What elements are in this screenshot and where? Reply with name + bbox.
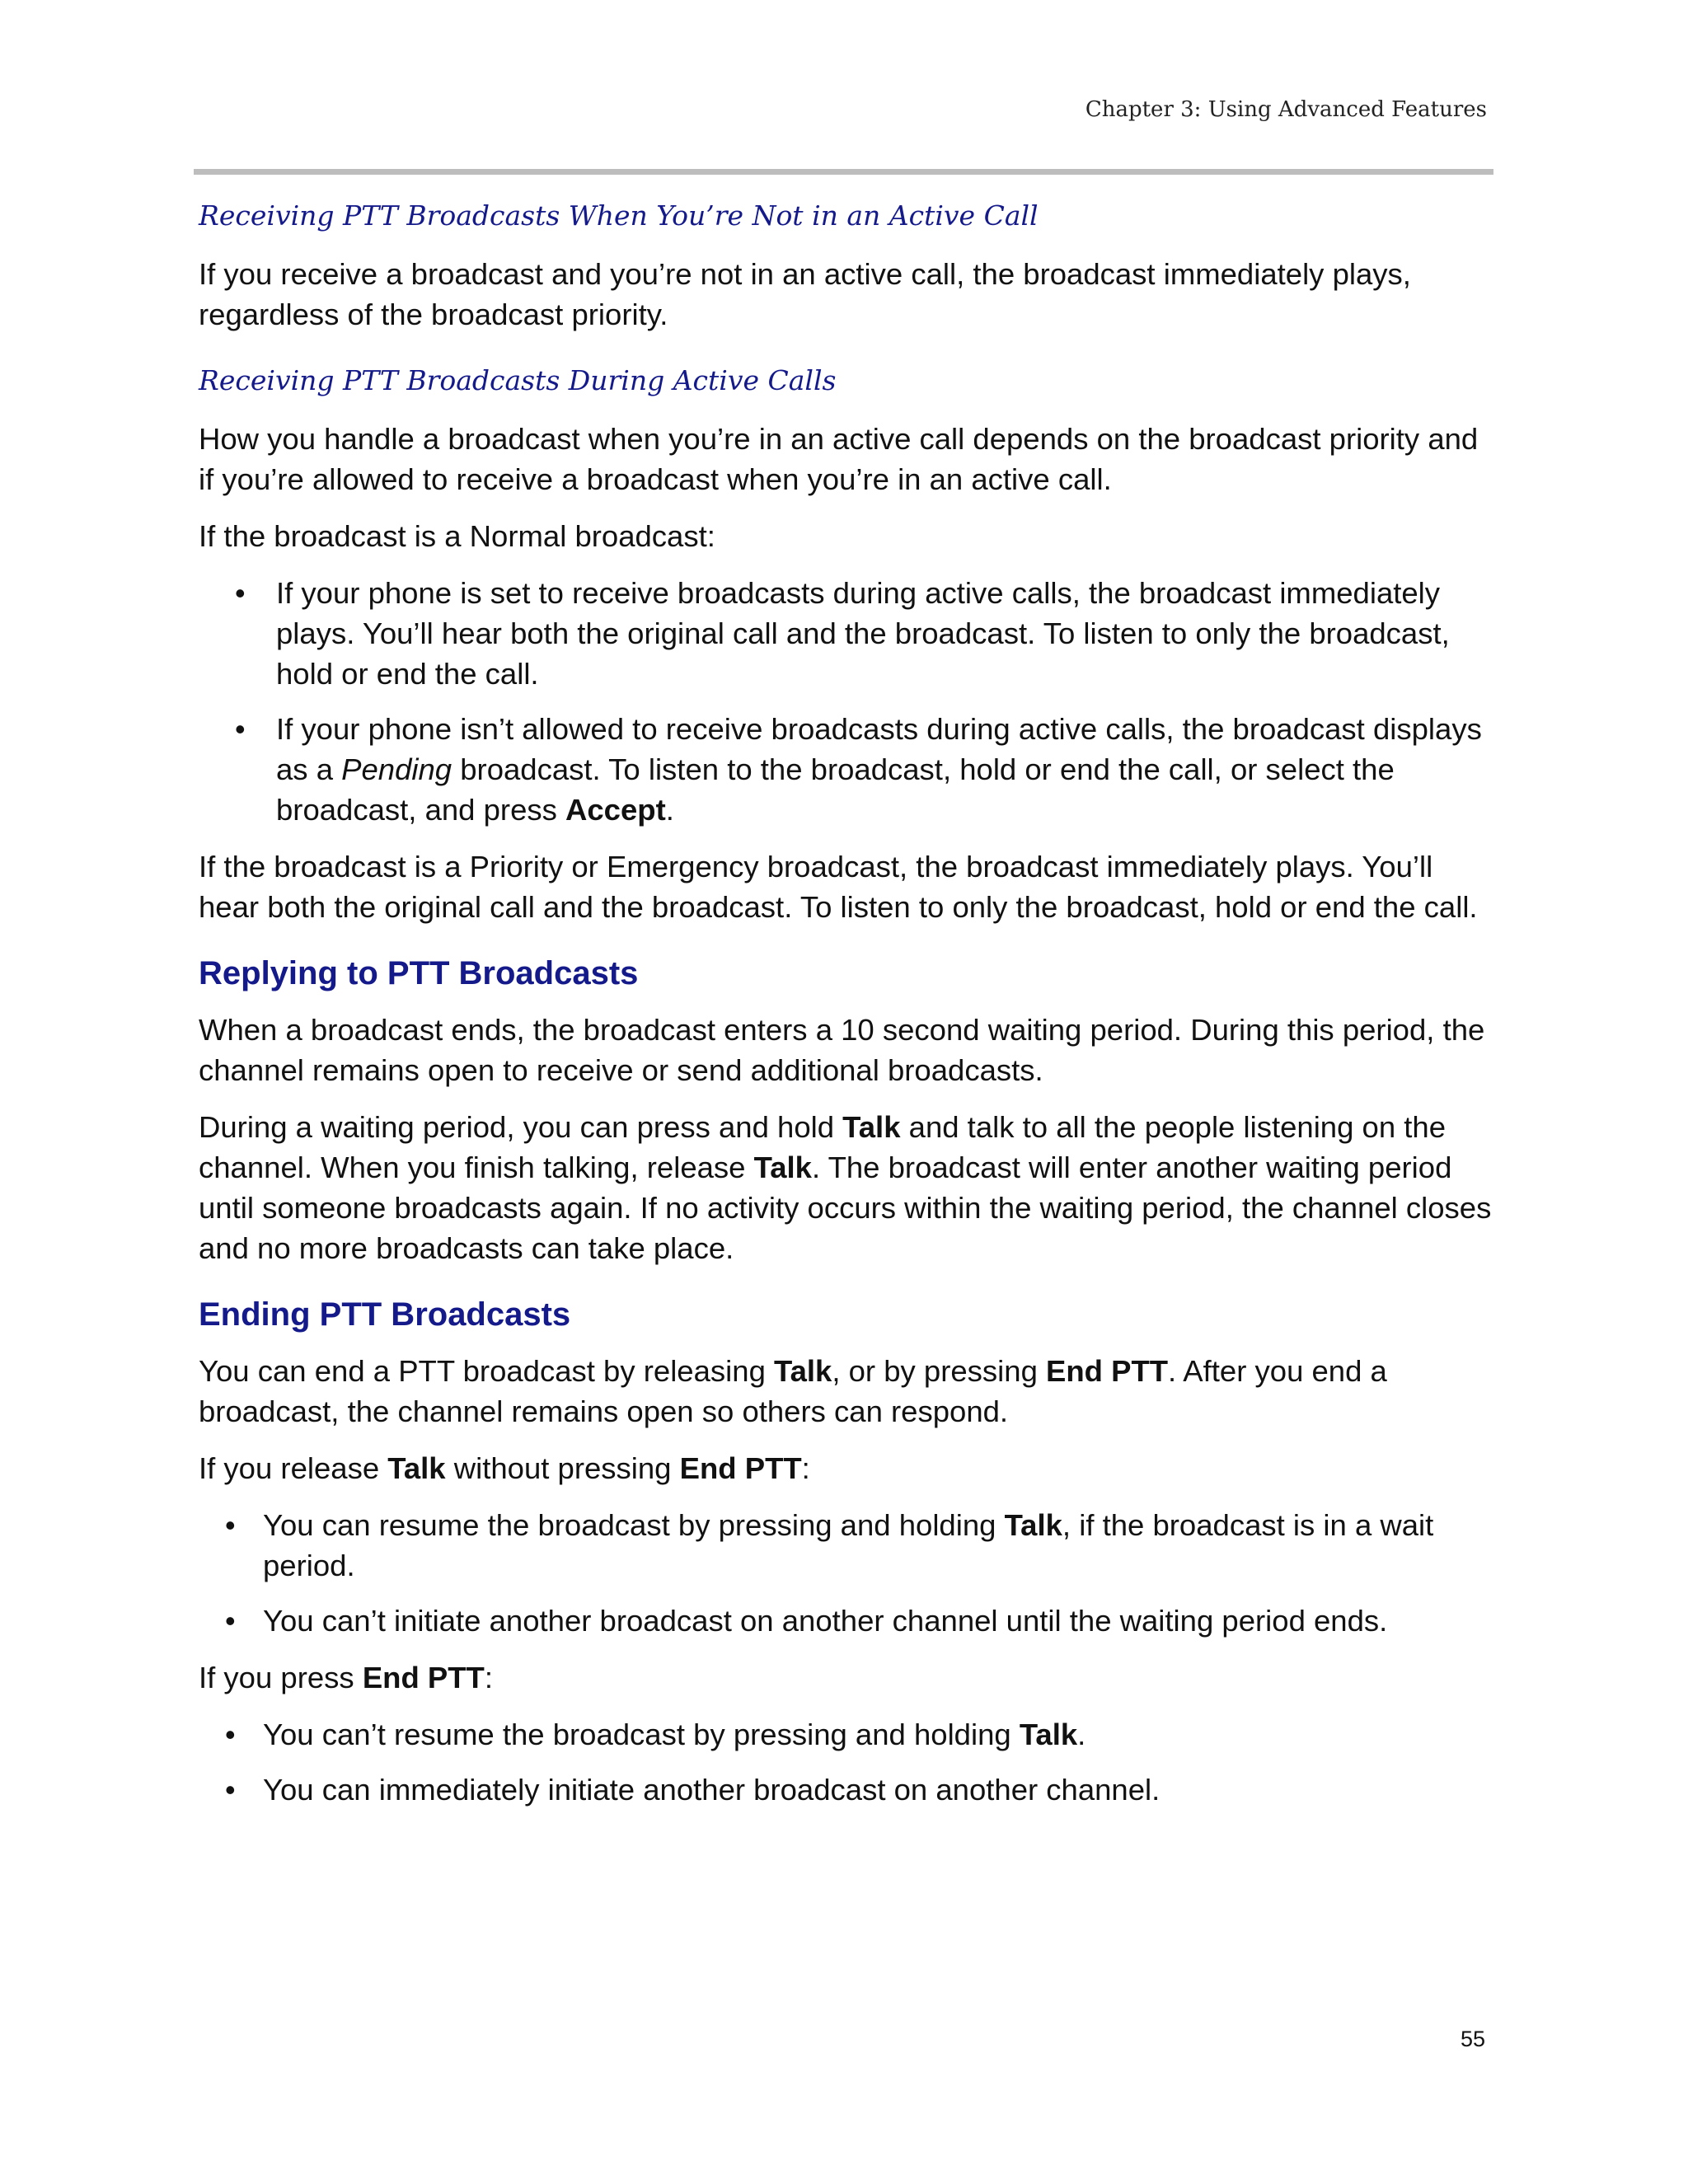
paragraph: When a broadcast ends, the broadcast enters a 10 second waiting period. During this period, the channel remains open to receive or send additional broadcasts. [199, 1013, 1485, 1087]
list-item [199, 709, 1497, 830]
text-run: You can end a PTT broadcast by releasing [199, 1354, 775, 1388]
running-header: Chapter 3: Using Advanced Features [1085, 97, 1487, 122]
bold-end-ptt: End PTT [1046, 1354, 1169, 1388]
bullet-list [199, 1714, 1497, 1810]
bold-accept: Accept [565, 793, 666, 827]
paragraph [199, 1448, 1497, 1488]
subheading-not-in-call: Receiving PTT Broadcasts When You’re Not in an Active Call [199, 199, 1039, 232]
list-item-text: You can’t initiate another broadcast on another channel until the waiting period ends. [263, 1604, 1388, 1638]
emphasis-pending: Pending [341, 752, 452, 786]
paragraph [199, 1351, 1497, 1432]
list-item-text: You can resume the broadcast by pressing and holding [263, 1508, 1005, 1542]
list-item [199, 1505, 1497, 1586]
bullet-icon: • [225, 1773, 236, 1807]
bold-talk: Talk [1019, 1718, 1078, 1751]
bullet-icon: • [225, 1508, 236, 1542]
header-rule [194, 169, 1493, 175]
bullet-list [199, 1505, 1497, 1641]
list-item-text: If your phone isn’t allowed to receive broadcasts during active calls, the broadcast displays as a [276, 712, 1482, 786]
bold-end-ptt: End PTT [679, 1451, 802, 1485]
text-run: If you press [199, 1661, 363, 1694]
bold-talk: Talk [1004, 1508, 1062, 1542]
list-item [199, 573, 1497, 694]
text-run: During a waiting period, you can press and hold [199, 1110, 843, 1144]
text-run: , or by pressing [832, 1354, 1047, 1388]
bold-end-ptt: End PTT [362, 1661, 485, 1694]
paragraph [199, 1657, 1497, 1698]
text-run: . The broadcast will enter another waiting period until someone broadcasts again. If no activity occurs within the waiting period, the channel closes and no more broadcasts can take place. [199, 1151, 1492, 1265]
paragraph: If you receive a broadcast and you’re not in an active call, the broadcast immediately plays, regardless of the broadcast priority. [199, 257, 1411, 331]
list-item-text: You can’t resume the broadcast by pressing and holding [263, 1718, 1020, 1751]
page-number: 55 [1460, 2027, 1485, 2051]
subheading-during-calls: Receiving PTT Broadcasts During Active Calls [199, 364, 837, 396]
page-content [199, 198, 1497, 1826]
section-heading-ending: Ending PTT Broadcasts [199, 1296, 571, 1333]
paragraph: If the broadcast is a Normal broadcast: [199, 519, 715, 553]
bullet-icon: • [235, 712, 246, 746]
text-run: . After you end a broadcast, the channel remains open so others can respond. [199, 1354, 1387, 1428]
bullet-list [199, 573, 1497, 830]
paragraph: If the broadcast is a Priority or Emergency broadcast, the broadcast immediately plays. You’ll hear both the original call and the broadcast. To listen to only the broadcast, hold or end the call. [199, 850, 1478, 924]
bold-talk: Talk [387, 1451, 446, 1485]
text-run: : [484, 1661, 493, 1694]
text-run: and talk to all the people listening on the channel. When you finish talking, release [199, 1110, 1447, 1184]
list-item [199, 1601, 1497, 1641]
bullet-icon: • [235, 576, 246, 610]
text-run: If you release [199, 1451, 388, 1485]
list-item-text: , if the broadcast is in a wait period. [263, 1508, 1434, 1582]
list-item [199, 1769, 1497, 1810]
list-item-text: You can immediately initiate another broadcast on another channel. [263, 1773, 1160, 1807]
list-item-text: . [665, 793, 674, 827]
list-item-text: . [1077, 1718, 1086, 1751]
list-item-text: If your phone is set to receive broadcasts during active calls, the broadcast immediately plays. You’ll hear both the original call and the broadcast. To listen to only the broadcast, hold or end the call. [276, 576, 1450, 691]
bullet-icon: • [225, 1604, 236, 1638]
text-run: : [801, 1451, 810, 1485]
list-item [199, 1714, 1497, 1755]
paragraph: How you handle a broadcast when you’re in an active call depends on the broadcast priority and if you’re allowed to receive a broadcast when you’re in an active call. [199, 422, 1479, 496]
bold-talk: Talk [753, 1151, 812, 1184]
bold-talk: Talk [774, 1354, 832, 1388]
paragraph [199, 1107, 1497, 1268]
bold-talk: Talk [842, 1110, 901, 1144]
bullet-icon: • [225, 1718, 236, 1751]
list-item-text: broadcast. To listen to the broadcast, hold or end the call, or select the broadcast, and press [276, 752, 1395, 827]
text-run: without pressing [445, 1451, 680, 1485]
section-heading-replying: Replying to PTT Broadcasts [199, 955, 639, 991]
